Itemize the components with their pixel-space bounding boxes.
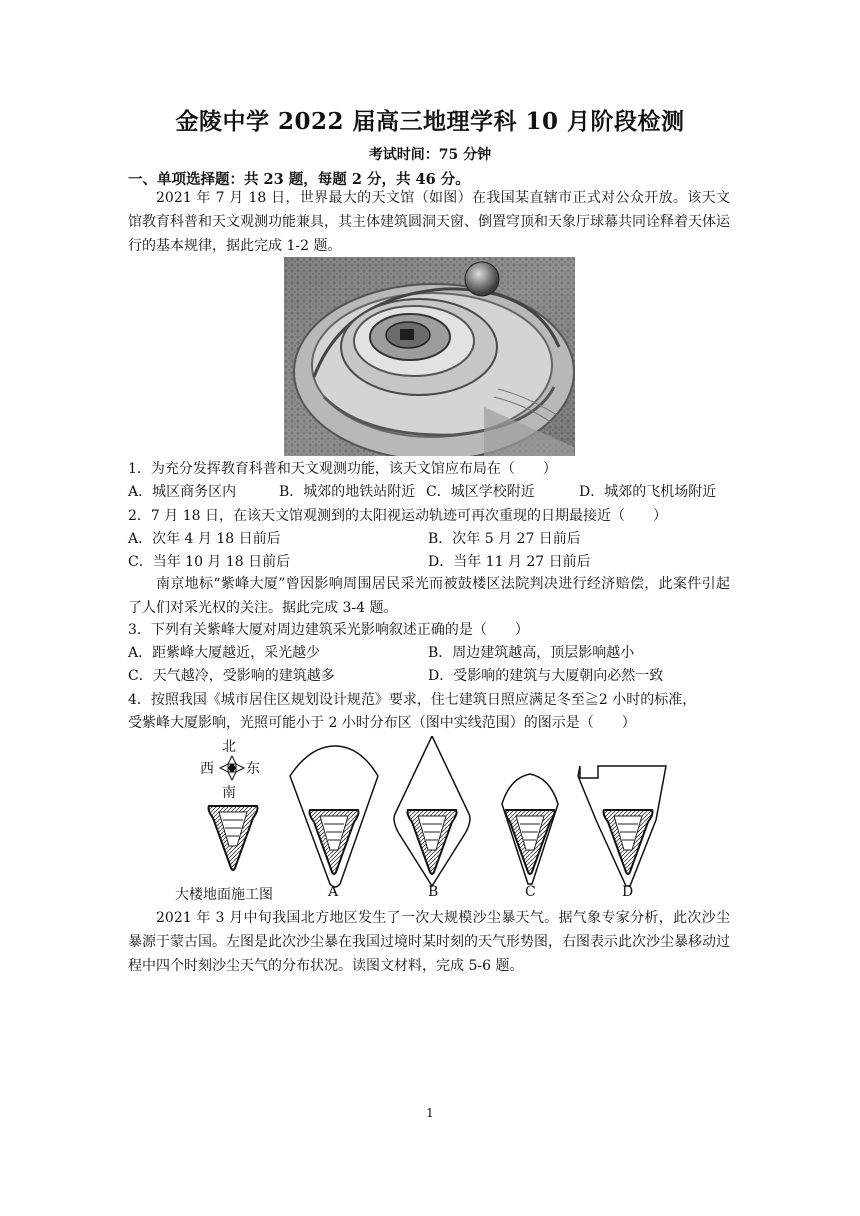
question-1-option-a[interactable]: A．城区商务区内 — [128, 484, 237, 500]
section-heading: 一、单项选择题：共 23 题，每题 2 分，共 46 分。 — [128, 171, 470, 188]
question-3-option-a[interactable]: A．距紫峰大厦越近，采光越少 — [128, 645, 321, 661]
question-1-option-b[interactable]: B．城郊的地铁站附近 — [279, 484, 416, 500]
exam-duration: 考试时间：75 分钟 — [368, 147, 492, 163]
question-2-stem: 2．7 月 18 日，在该天文馆观测到的太阳视运动轨迹可再次重现的日期最接近（ ） — [128, 508, 667, 524]
passage-1: 2021 年 7 月 18 日，世界最大的天文馆（如图）在我国某直辖市正式对公众开放。该天文馆教育科普和天文观测功能兼具，其主体建筑圆洞天窗、倒置穹顶和天象厅球幕共同诠释着天体运行的基本规律，据此完成 1-2 题。 — [128, 190, 730, 254]
compass-south-label: 南 — [222, 785, 236, 801]
passage-3: 2021 年 3 月中旬我国北方地区发生了一次大规模沙尘暴天气。据气象专家分析，此次沙尘暴源于蒙古国。左图是此次沙尘暴在我国过境时某时刻的天气形势图，右图表示此次沙尘暴移动过程中四个时刻沙尘天气的分布状况。读图文材料，完成 5-6 题。 — [128, 910, 730, 974]
caption-d[interactable]: D — [622, 884, 634, 900]
page-title: 金陵中学 2022 届高三地理学科 10 月阶段检测 — [175, 108, 685, 135]
compass-west-label: 西 — [200, 761, 214, 777]
base-building-plan — [209, 806, 258, 870]
compass-east-label: 东 — [246, 761, 260, 777]
option-c-diagram — [502, 774, 558, 884]
question-3-option-b[interactable]: B．周边建筑越高，顶层影响越小 — [428, 645, 635, 661]
caption-base-building: 大楼地面施工图 — [175, 887, 273, 903]
compass-north-label: 北 — [222, 739, 236, 755]
question-1-option-d[interactable]: D．城郊的飞机场附近 — [579, 484, 717, 500]
question-3-stem: 3．下列有关紫峰大厦对周边建筑采光影响叙述正确的是（ ） — [128, 622, 529, 638]
question-2-option-b[interactable]: B．次年 5 月 27 日前后 — [428, 531, 581, 547]
planetarium-photo — [284, 257, 575, 456]
question-4-stem-line-2: 受紫峰大厦影响，光照可能小于 2 小时分布区（图中实线范围）的图示是（ ） — [128, 715, 636, 731]
option-b-diagram — [394, 736, 470, 886]
passage-2: 南京地标“紫峰大厦”曾因影响周围居民采光而被鼓楼区法院判决进行经济赔偿，此案件引起了人们对采光权的关注。据此完成 3-4 题。 — [128, 576, 730, 616]
option-a-diagram — [290, 746, 378, 887]
question-2-option-a[interactable]: A．次年 4 月 18 日前后 — [128, 531, 281, 547]
question-2-option-d[interactable]: D．当年 11 月 27 日前后 — [428, 554, 591, 570]
question-3-option-c[interactable]: C．天气越冷，受影响的建筑越多 — [128, 668, 335, 684]
question-1-option-c[interactable]: C．城区学校附近 — [426, 484, 535, 500]
question-4-stem-line-1: 4．按照我国《城市居住区规划设计规范》要求，住七建筑日照应满足冬至≧2 小时的标准， — [128, 692, 697, 708]
compass-icon — [220, 756, 244, 780]
page-number: 1 — [426, 1106, 434, 1120]
question-2-option-c[interactable]: C．当年 10 月 18 日前后 — [128, 554, 291, 570]
option-d-diagram — [578, 766, 666, 886]
caption-b[interactable]: B — [428, 884, 439, 900]
question-3-option-d[interactable]: D．受影响的建筑与大厦朝向必然一致 — [428, 668, 664, 684]
question-1-stem: 1．为充分发挥教育科普和天文观测功能，该天文馆应布局在（ ） — [128, 461, 557, 477]
caption-a[interactable]: A — [328, 884, 339, 900]
caption-c[interactable]: C — [525, 884, 536, 900]
